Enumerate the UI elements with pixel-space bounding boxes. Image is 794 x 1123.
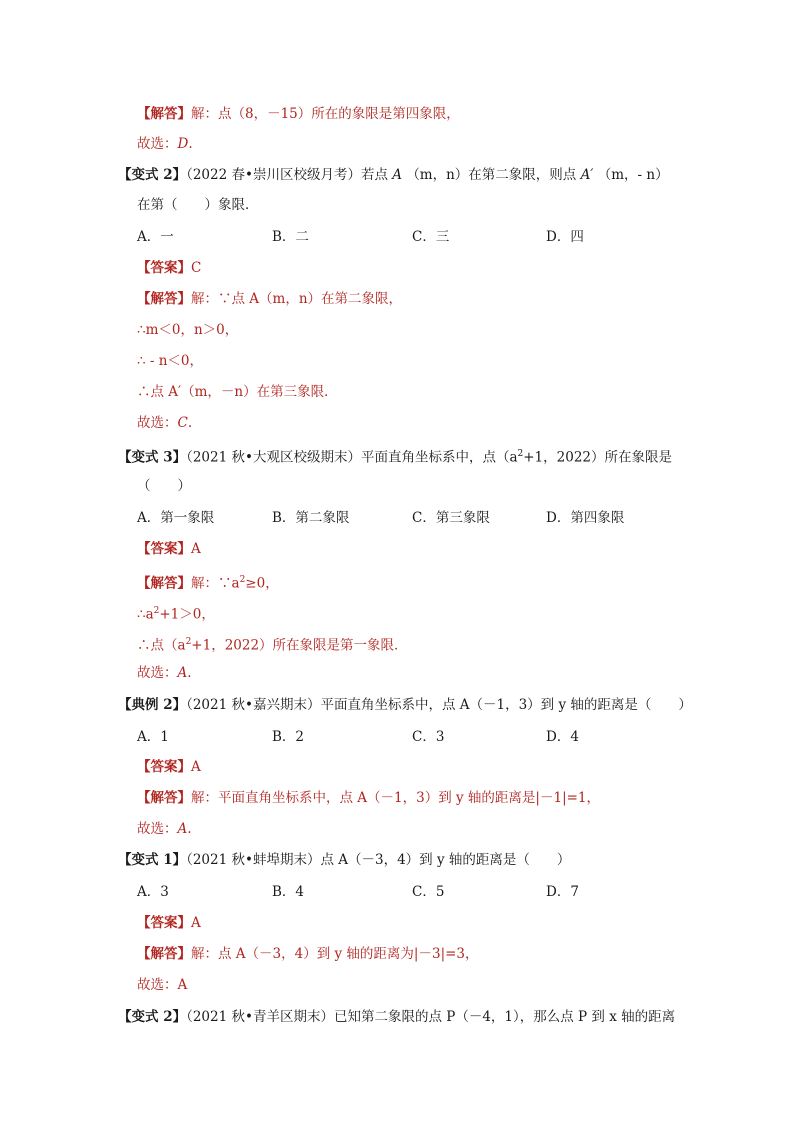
choose-period: . xyxy=(188,136,193,152)
superscript: 2 xyxy=(153,606,160,616)
answer-tag: 【答案】 xyxy=(137,759,191,775)
solution-line-3 xyxy=(137,632,408,656)
answer-tag: 【答案】 xyxy=(137,541,191,557)
solution-line-4: ∴点 A′（m，－n）在第三象限． xyxy=(137,384,338,400)
solution-line-1 xyxy=(137,289,402,309)
option-d: D．第四象限 xyxy=(546,510,625,526)
question-text: （2021 秋•嘉兴期末）平面直角坐标系中，点 A（－1，3）到 y 轴的距离是（ ） xyxy=(186,697,692,713)
question-variant-1 xyxy=(118,850,570,870)
question-tag: 【变式 2】 xyxy=(118,1009,187,1025)
option-c: C．第三象限 xyxy=(412,510,490,526)
solution-tag: 【解答】 xyxy=(137,106,191,122)
solution-line-2 xyxy=(137,601,215,625)
option-b: B．2 xyxy=(272,729,305,745)
answer-line xyxy=(137,757,201,777)
choose-line xyxy=(137,413,192,433)
option-c: C．3 xyxy=(412,729,445,745)
question-text-d: 在第（ ）象限． xyxy=(137,197,259,213)
question-variant-2-second xyxy=(118,1007,675,1027)
superscript: 2 xyxy=(517,449,524,459)
choose-label: 故选： xyxy=(137,415,178,431)
option-c: C．5 xyxy=(412,884,445,900)
solution-tag: 【解答】 xyxy=(137,946,191,962)
choose-value: C xyxy=(177,415,188,431)
solution-text: 解：平面直角坐标系中，点 A（－1，3）到 y 轴的距离是|－1|=1， xyxy=(191,790,601,806)
option-d: D．7 xyxy=(546,884,579,900)
solution-line-1 xyxy=(137,788,600,808)
answer-line xyxy=(137,913,201,933)
option-a: A．第一象限 xyxy=(137,510,215,526)
question-variant-2 xyxy=(118,165,669,185)
choose-period: . xyxy=(187,415,193,431)
point-a: A xyxy=(392,167,403,183)
question-variant-3-cont: （ ） xyxy=(137,478,191,494)
solution-tag: 【解答】 xyxy=(137,291,191,307)
solution-text-b: ≥0， xyxy=(245,575,279,592)
choose-label: 故选： xyxy=(137,821,178,837)
question-tag: 【变式 2】 xyxy=(118,167,187,183)
choose-line: 故选：A xyxy=(137,977,188,993)
choose-value: A xyxy=(177,665,188,681)
solution-line-3: ∴ - n＜0， xyxy=(137,353,204,369)
solution-text: 解：∵点 A（m，n）在第二象限， xyxy=(191,291,403,307)
option-b: B．4 xyxy=(272,884,305,900)
question-text-b: （m，n）在第二象限，则点 xyxy=(406,167,577,183)
choose-label: 故选： xyxy=(137,136,178,152)
option-d: D．四 xyxy=(546,229,584,245)
option-a: A．1 xyxy=(137,729,169,745)
question-text: （2021 秋•青羊区期末）已知第二象限的点 P（－4，1），那么点 P 到 x 轴的距离 xyxy=(186,1009,676,1025)
choose-line xyxy=(137,663,192,683)
choose-line xyxy=(137,819,192,839)
question-variant-2-cont xyxy=(137,195,259,215)
answer-value: A xyxy=(191,759,201,775)
solution-text-a: ∴点（a xyxy=(137,637,186,654)
solution-tag: 【解答】 xyxy=(137,575,191,592)
choose-value: D xyxy=(177,136,189,152)
question-source: （2022 春•崇川区校级月考） xyxy=(186,167,361,183)
question-example-2 xyxy=(118,695,692,715)
answer-line-1 xyxy=(137,104,460,124)
solution-text-b: +1＞0， xyxy=(159,606,215,623)
question-text: （2021 秋•蚌埠期末）点 A（－3，4）到 y 轴的距离是（ ） xyxy=(186,852,571,868)
option-b: B．第二象限 xyxy=(272,510,350,526)
choose-label: 故选： xyxy=(137,665,178,681)
answer-value: A xyxy=(191,915,201,931)
answer-tag: 【答案】 xyxy=(137,260,191,276)
superscript: 2 xyxy=(239,575,246,585)
answer-value: A xyxy=(191,541,201,557)
solution-text-a: 解：∵a xyxy=(191,575,240,592)
question-variant-3 xyxy=(118,444,672,468)
question-text-a: 若点 xyxy=(360,167,388,183)
solution-line-1 xyxy=(137,570,279,594)
choose-period: . xyxy=(187,821,192,837)
question-tag: 【典例 2】 xyxy=(118,697,187,713)
solution-tag: 【解答】 xyxy=(137,790,191,806)
answer-value: C xyxy=(191,260,202,276)
solution-line-2: ∴m＜0，n＞0， xyxy=(137,322,239,338)
option-a: A．一 xyxy=(137,229,174,245)
option-b: B．二 xyxy=(272,229,309,245)
point-a-prime: A′ xyxy=(580,167,594,183)
choose-period: . xyxy=(187,665,192,681)
solution-text-a: ∴a xyxy=(137,606,154,623)
answer-tag: 【答案】 xyxy=(137,915,191,931)
choose-value: A xyxy=(177,821,188,837)
question-text-b: +1，2022）所在象限是 xyxy=(523,449,673,466)
solution-text: 解：点 A（－3，4）到 y 轴的距离为|－3|=3， xyxy=(191,946,479,962)
question-tag: 【变式 1】 xyxy=(118,852,187,868)
question-text-c: （m，- n） xyxy=(597,167,669,183)
solution-text: 解：点（8，－15）所在的象限是第四象限， xyxy=(191,106,460,122)
question-text-a: （2021 秋•大观区校级期末）平面直角坐标系中，点（a xyxy=(186,449,518,466)
answer-line xyxy=(137,258,201,278)
option-d: D．4 xyxy=(546,729,579,745)
solution-line-1 xyxy=(137,944,479,964)
option-a: A．3 xyxy=(137,884,169,900)
question-tag: 【变式 3】 xyxy=(118,449,187,466)
superscript: 2 xyxy=(185,637,192,647)
solution-text-b: +1，2022）所在象限是第一象限． xyxy=(191,637,408,654)
choose-line-1 xyxy=(137,134,193,154)
answer-line xyxy=(137,539,201,559)
option-c: C．三 xyxy=(412,229,450,245)
